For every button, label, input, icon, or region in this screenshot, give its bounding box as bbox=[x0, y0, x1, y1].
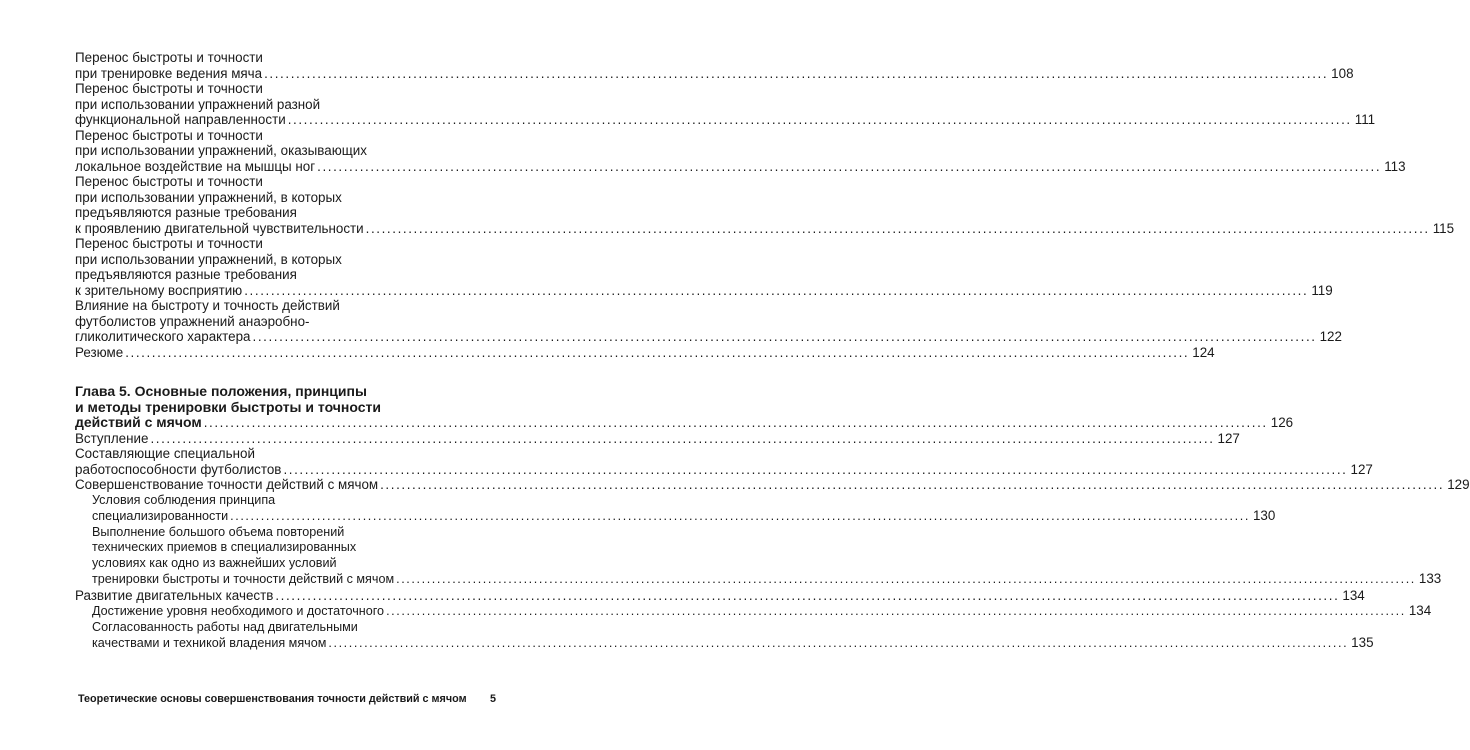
toc-entry-line: футболистов упражнений анаэробно- bbox=[75, 313, 310, 329]
dot-leader: ........................................................................................................................................................................................................ bbox=[328, 636, 1349, 650]
toc-entry-line bbox=[75, 461, 1373, 478]
dot-leader: ........................................................................................................................................................................................................ bbox=[380, 477, 1445, 492]
toc-subentry[interactable] bbox=[75, 492, 1276, 525]
toc-entry-line: Глава 5. Основные положения, принципы bbox=[75, 383, 367, 399]
toc-entry-line: Составляющие специальной bbox=[75, 446, 255, 461]
dot-leader: ........................................................................................................................................................................................................ bbox=[317, 158, 1382, 174]
dot-leader: ........................................................................................................................................................................................................ bbox=[125, 344, 1190, 360]
toc-entry-line bbox=[75, 344, 1215, 361]
toc-entry-text: тренировки быстроты и точности действий с мячом bbox=[92, 572, 395, 586]
toc-entry-line bbox=[75, 329, 1342, 345]
toc-entry-line: и методы тренировки быстроты и точности bbox=[75, 398, 381, 415]
toc-entry-line: предъявляются разные требования bbox=[75, 205, 297, 220]
dot-leader: ........................................................................................................................................................................................................ bbox=[283, 461, 1348, 477]
toc-entry-text: функциональной направленности bbox=[75, 112, 286, 127]
toc-entry[interactable] bbox=[75, 50, 1354, 81]
toc-page-number: 135 bbox=[1351, 635, 1374, 650]
toc-page-number: 108 bbox=[1331, 65, 1354, 81]
toc-entry-line bbox=[75, 430, 1240, 447]
toc-section-chapter-5 bbox=[75, 383, 1470, 652]
dot-leader: ........................................................................................................................................................................................................ bbox=[150, 430, 1215, 446]
toc-entry-text: гликолитического характера bbox=[75, 329, 251, 344]
table-of-contents bbox=[75, 50, 1470, 652]
toc-page-number: 126 bbox=[1270, 415, 1294, 430]
toc-entry-line bbox=[75, 635, 1374, 652]
dot-leader: ........................................................................................................................................................................................................ bbox=[264, 65, 1329, 81]
toc-entry[interactable] bbox=[75, 174, 1455, 236]
toc-entry-line bbox=[75, 603, 1432, 620]
toc-entry-line bbox=[75, 282, 1333, 299]
toc-entry-line bbox=[75, 508, 1276, 525]
toc-entry-line bbox=[75, 571, 1442, 588]
toc-entry-line bbox=[75, 414, 1294, 431]
toc-entry-line: Перенос быстроты и точности bbox=[75, 50, 263, 65]
toc-entry[interactable] bbox=[75, 430, 1240, 447]
toc-entry[interactable] bbox=[75, 446, 1373, 477]
toc-entry-line bbox=[75, 587, 1365, 604]
page-footer bbox=[78, 693, 496, 705]
toc-page-number: 119 bbox=[1311, 282, 1333, 298]
dot-leader: ........................................................................................................................................................................................................ bbox=[244, 282, 1309, 298]
toc-chapter-heading[interactable] bbox=[75, 383, 1294, 431]
toc-entry-line: Согласованность работы над двигательными bbox=[92, 619, 358, 634]
toc-page-number: 127 bbox=[1350, 461, 1373, 477]
toc-entry-text: качествами и техникой владения мячом bbox=[92, 636, 327, 650]
toc-entry-text: Развитие двигательных качеств bbox=[75, 587, 274, 603]
toc-entry-text: работоспособности футболистов bbox=[75, 461, 282, 477]
toc-entry-text: локальное воздействие на мышцы ног bbox=[75, 158, 316, 174]
toc-entry-line: при использовании упражнений, в которых bbox=[75, 189, 342, 205]
toc-section-chapter-4-continued bbox=[75, 50, 1455, 360]
toc-subentry[interactable] bbox=[75, 524, 1442, 588]
toc-entry-line bbox=[75, 65, 1354, 82]
toc-page-number: 115 bbox=[1432, 220, 1455, 236]
toc-page-number: 127 bbox=[1217, 430, 1240, 446]
toc-entry-text: Совершенствование точности действий с мячом bbox=[75, 477, 379, 492]
toc-entry-line: условиях как одно из важнейших условий bbox=[92, 555, 337, 570]
toc-entry-line bbox=[75, 112, 1376, 128]
toc-entry-line: при использовании упражнений, в которых bbox=[75, 251, 342, 267]
toc-entry-line bbox=[75, 220, 1455, 237]
toc-entry-line: Перенос быстроты и точности bbox=[75, 127, 263, 143]
toc-page-number: 124 bbox=[1192, 344, 1215, 360]
toc-page-number: 134 bbox=[1408, 603, 1432, 618]
toc-entry-line: Условия соблюдения принципа bbox=[92, 492, 276, 507]
toc-page-number: 129 bbox=[1447, 477, 1470, 492]
toc-entry[interactable] bbox=[75, 127, 1406, 175]
toc-entry-text: Резюме bbox=[75, 344, 124, 360]
toc-entry-line: Перенос быстроты и точности bbox=[75, 174, 263, 189]
running-title: Теоретические основы совершенствования точности действий с мячом bbox=[78, 693, 467, 705]
dot-leader: ........................................................................................................................................................................................................ bbox=[275, 587, 1340, 603]
toc-page-number: 122 bbox=[1319, 329, 1342, 344]
toc-entry-text: специализированности bbox=[92, 509, 229, 523]
toc-entry-text: действий с мячом bbox=[75, 414, 202, 430]
toc-entry-text: к проявлению двигательной чувствительности bbox=[75, 220, 364, 236]
toc-entry-text: при тренировке ведения мяча bbox=[75, 65, 263, 81]
toc-entry-text: Достижение уровня необходимого и достаточного bbox=[92, 604, 385, 618]
dot-leader: ........................................................................................................................................................................................................ bbox=[287, 112, 1352, 127]
toc-page-number: 113 bbox=[1384, 158, 1406, 174]
toc-entry-line: предъявляются разные требования bbox=[75, 267, 297, 282]
dot-leader: ........................................................................................................................................................................................................ bbox=[365, 220, 1430, 236]
dot-leader: ........................................................................................................................................................................................................ bbox=[203, 415, 1268, 430]
toc-page-number: 134 bbox=[1342, 587, 1365, 603]
toc-entry-line: Выполнение большого объема повторений bbox=[92, 524, 345, 539]
toc-entry[interactable] bbox=[75, 587, 1365, 604]
dot-leader: ........................................................................................................................................................................................................ bbox=[252, 329, 1317, 344]
toc-entry-text: к зрительному восприятию bbox=[75, 282, 243, 298]
toc-entry-line: при использовании упражнений, оказывающих bbox=[75, 143, 367, 158]
toc-entry[interactable] bbox=[75, 298, 1342, 345]
toc-entry-line: Перенос быстроты и точности bbox=[75, 236, 263, 251]
toc-entry-line: Влияние на быстроту и точность действий bbox=[75, 298, 340, 313]
toc-entry-line bbox=[75, 477, 1470, 493]
toc-page-number: 133 bbox=[1418, 571, 1442, 586]
toc-page-number: 130 bbox=[1252, 508, 1276, 523]
section-gap bbox=[75, 360, 487, 384]
page-number: 5 bbox=[489, 693, 496, 705]
toc-entry-line: Перенос быстроты и точности bbox=[75, 81, 263, 96]
dot-leader: ........................................................................................................................................................................................................ bbox=[230, 509, 1250, 523]
dot-leader: ........................................................................................................................................................................................................ bbox=[396, 572, 1416, 586]
toc-entry[interactable] bbox=[75, 477, 1470, 493]
toc-entry[interactable] bbox=[75, 81, 1376, 128]
toc-subentry[interactable] bbox=[75, 603, 1432, 620]
toc-entry[interactable] bbox=[75, 236, 1333, 298]
toc-entry-text: Вступление bbox=[75, 430, 149, 446]
toc-entry-line bbox=[75, 158, 1406, 175]
toc-entry-line: технических приемов в специализированных bbox=[92, 540, 357, 554]
toc-subentry[interactable] bbox=[75, 619, 1374, 652]
toc-entry-line: при использовании упражнений разной bbox=[75, 96, 321, 112]
dot-leader: ........................................................................................................................................................................................................ bbox=[386, 604, 1406, 618]
toc-page-number: 111 bbox=[1354, 112, 1376, 127]
toc-entry[interactable] bbox=[75, 344, 1215, 361]
